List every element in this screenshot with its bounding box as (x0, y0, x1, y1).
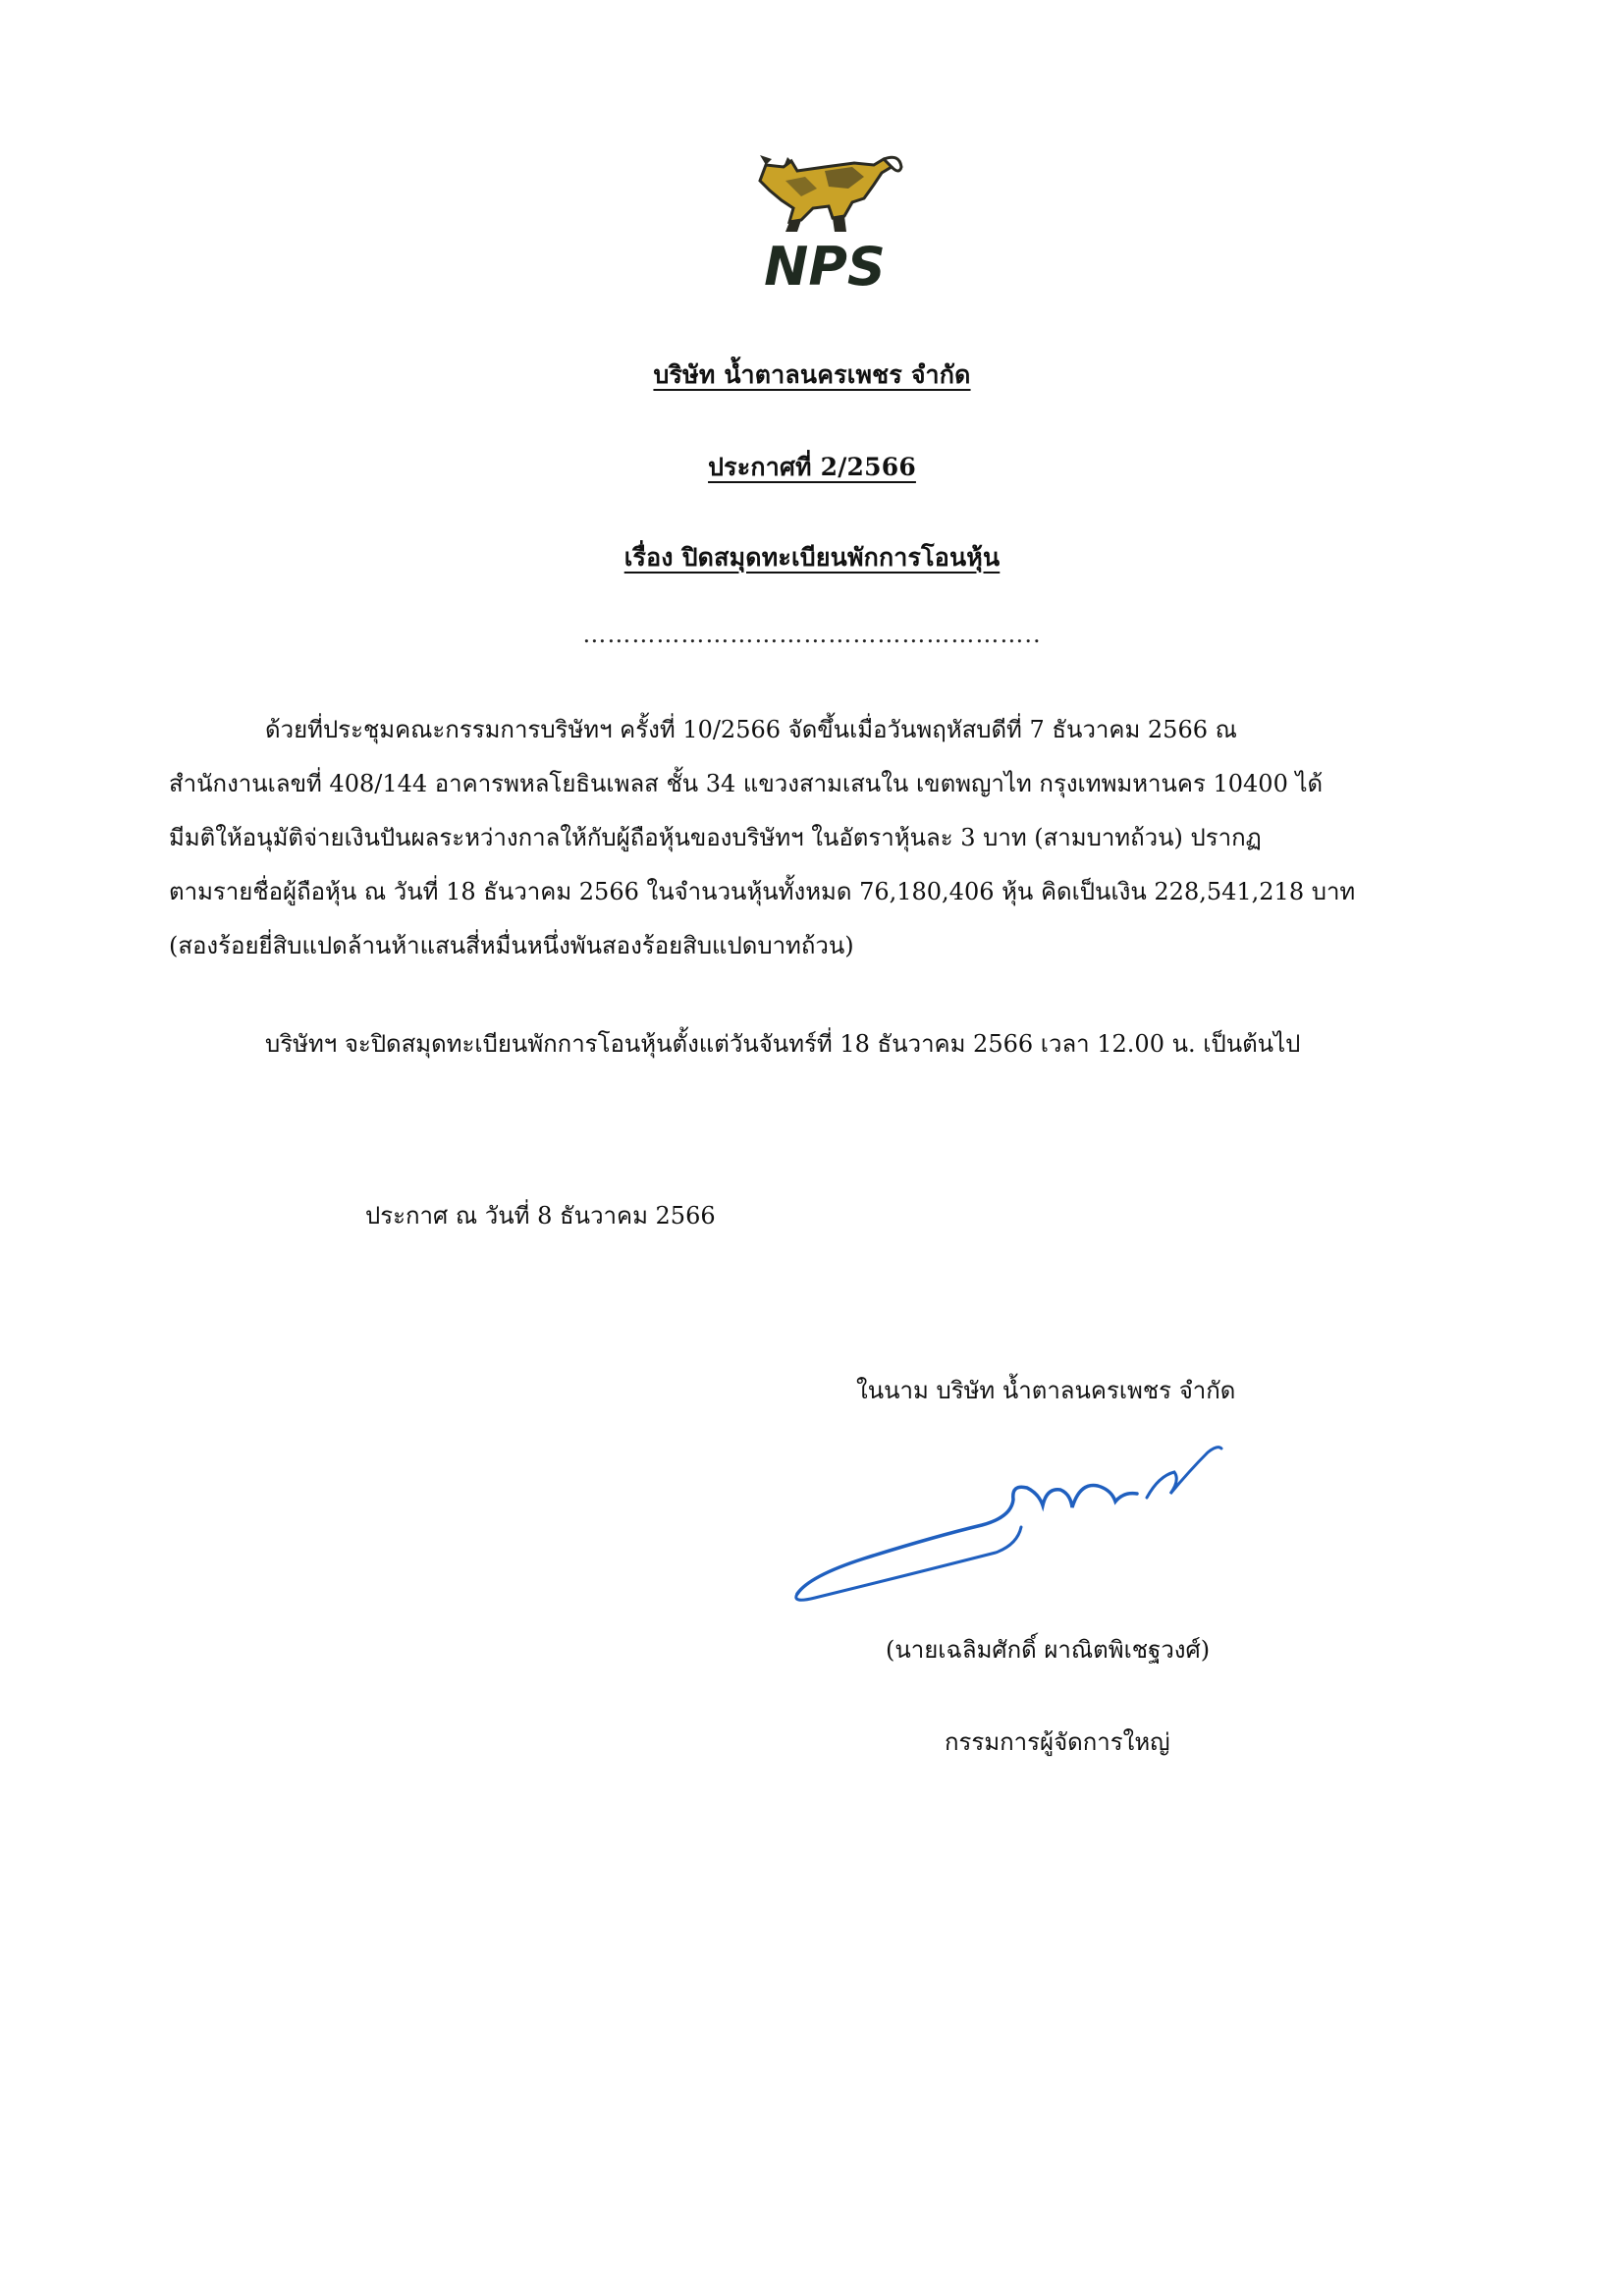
nps-logo (727, 137, 923, 295)
body-line: (สองร้อยยี่สิบแปดล้านห้าแสนสี่หมื่นหนึ่งพันสองร้อยสิบแปดบาทถ้วน) (169, 932, 854, 959)
logo-text: NPS (764, 236, 886, 295)
announcement-date: ประกาศ ณ วันที่ 8 ธันวาคม 2566 (365, 1202, 716, 1230)
bull-logo-icon (727, 137, 923, 295)
signatory-title: กรรมการผู้จัดการใหญ่ (945, 1728, 1170, 1756)
announcement-body-paragraph-1 (169, 703, 1483, 973)
body-line: สำนักงานเลขที่ 408/144 อาคารพหลโยธินเพลส ชั้น 34 แขวงสามเสนใน เขตพญาไท กรุงเทพมหานคร 10400 ได้ (169, 770, 1324, 797)
body-line: บริษัทฯ จะปิดสมุดทะเบียนพักการโอนหุ้นตั้งแต่วันจันทร์ที่ 18 ธันวาคม 2566 เวลา 12.00 น. เป็นต้นไป (265, 1030, 1301, 1058)
handwritten-signature (785, 1429, 1237, 1606)
body-line: ด้วยที่ประชุมคณะกรรมการบริษัทฯ ครั้งที่ 10/2566 จัดขึ้นเมื่อวันพฤหัสบดีที่ 7 ธันวาคม 2566 ณ (265, 716, 1237, 743)
separator-dots: ……………………………………………….. (582, 621, 1042, 648)
announcement-subject: เรื่อง ปิดสมุดทะเบียนพักการโอนหุ้น (623, 543, 1001, 572)
body-line: มีมติให้อนุมัติจ่ายเงินปันผลระหว่างกาลให้กับผู้ถือหุ้นของบริษัทฯ ในอัตราหุ้นละ 3 บาท (สามบาทถ้วน) ปรากฏ (169, 824, 1262, 851)
on-behalf-of: ในนาม บริษัท น้ำตาลนครเพชร จำกัด (856, 1377, 1236, 1404)
announcement-number: ประกาศที่ 2/2566 (708, 453, 916, 481)
company-name: บริษัท น้ำตาลนครเพชร จำกัด (653, 360, 971, 389)
signatory-name: (นายเฉลิมศักดิ์ ผาณิตพิเชฐวงศ์) (886, 1636, 1211, 1664)
announcement-body-paragraph-2 (169, 1017, 1483, 1071)
body-line: ตามรายชื่อผู้ถือหุ้น ณ วันที่ 18 ธันวาคม 2566 ในจำนวนหุ้นทั้งหมด 76,180,406 หุ้น คิดเป็นเงิน 228,541,218 บาท (169, 878, 1356, 905)
